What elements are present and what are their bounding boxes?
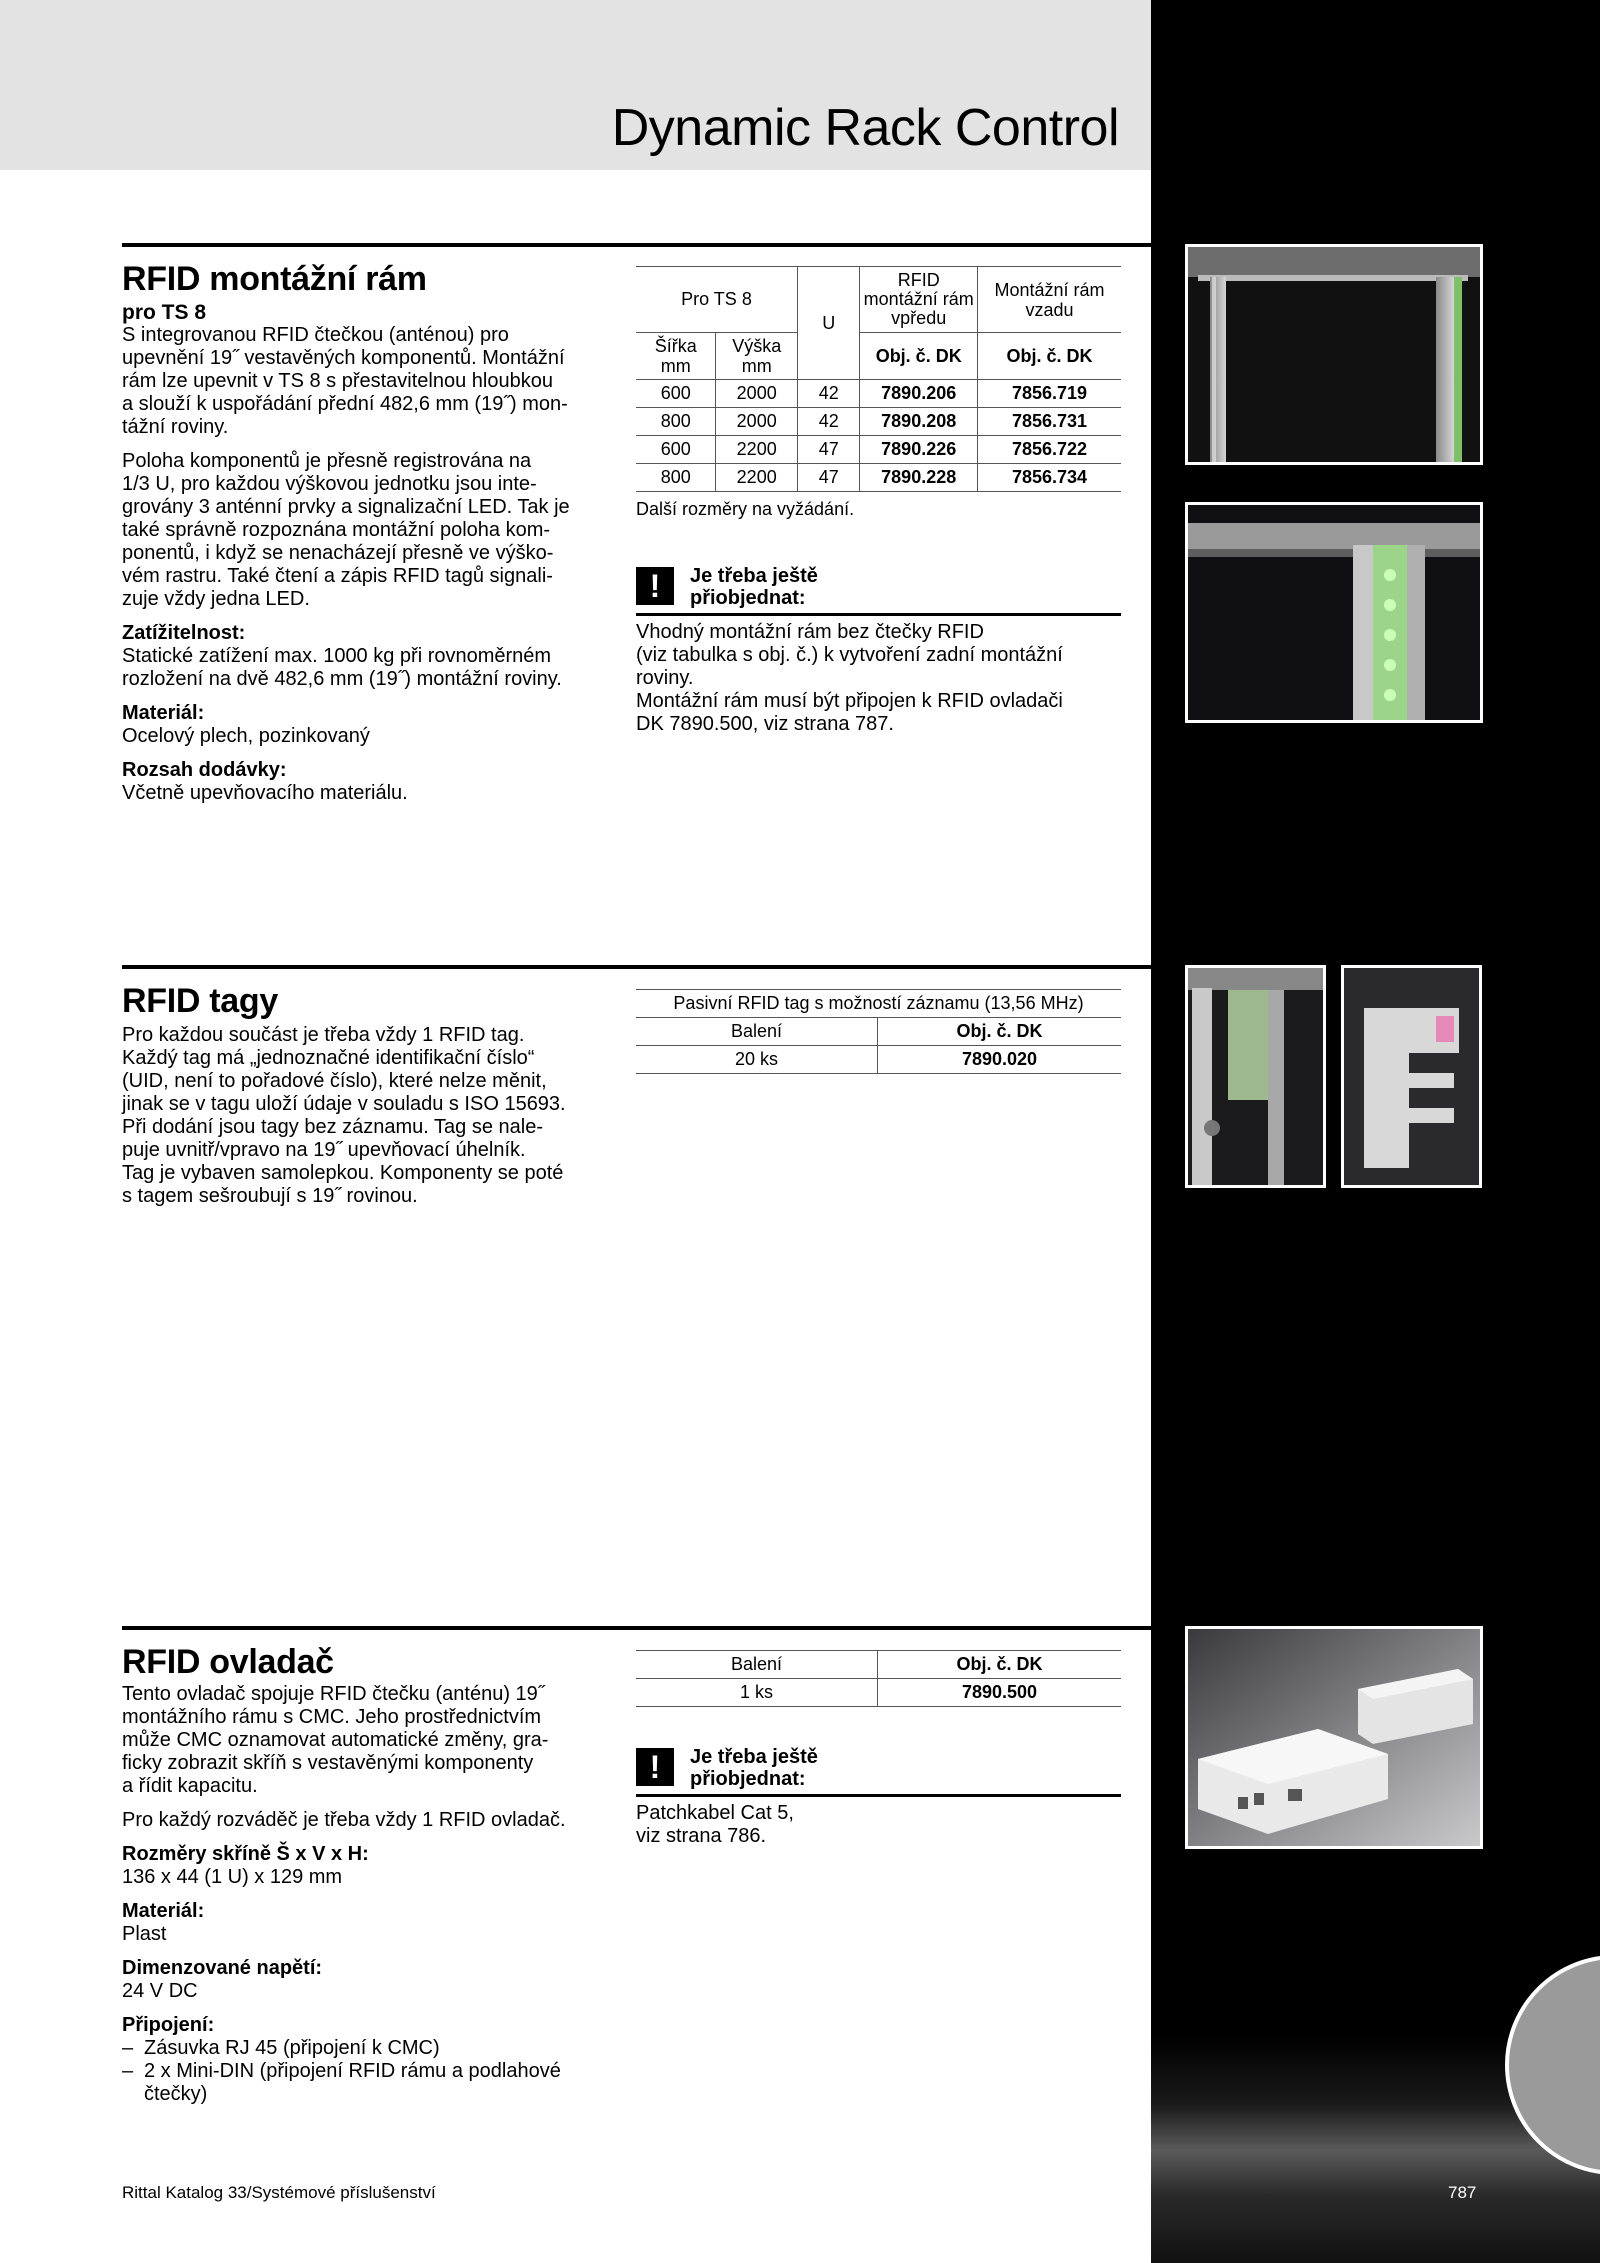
table-cell: 7890.500	[878, 1679, 1122, 1707]
material-label: Materiál:	[122, 702, 205, 724]
text-line: (UID, není to pořadové číslo), které nelze měnit,	[122, 1070, 547, 1092]
dimensions-value: 136 x 44 (1 U) x 129 mm	[122, 1866, 343, 1888]
table-caption-row	[636, 990, 1121, 1018]
table-cell: 42	[797, 408, 859, 436]
text-line: může CMC oznamovat automatické změny, gra-	[122, 1729, 549, 1751]
table-cell: 600	[636, 380, 716, 408]
text-line: viz strana 786.	[636, 1825, 767, 1847]
material-value: Plast	[122, 1923, 167, 1945]
text-line: ficky zobrazit skříň s vestavěnými komponenty	[122, 1752, 534, 1774]
notice-title	[690, 565, 818, 609]
text-line: Tento ovladač spojuje RFID čtečku (anténu) 19˝	[122, 1683, 545, 1705]
text-line: Každý tag má „jednoznačné identifikační číslo“	[122, 1047, 535, 1069]
text-line: grovány 3 anténní prvky a signalizační LED. Tak je	[122, 496, 570, 518]
section-rule	[122, 1626, 1151, 1630]
page-title: Dynamic Rack Control	[611, 99, 1119, 157]
footer-catalog: Rittal Katalog 33/Systémové příslušenství	[122, 2183, 436, 2202]
frame-order-table	[636, 266, 1121, 492]
section-title-rfid-controller: RFID ovladač	[122, 1643, 334, 1681]
section1-description	[122, 301, 602, 816]
section-rule	[122, 243, 1151, 247]
table-cell: 7890.206	[860, 380, 978, 408]
table-cell: 2200	[716, 436, 798, 464]
text-line: také správně rozpoznána montážní poloha kom-	[122, 519, 551, 541]
section-title-rfid-frame: RFID montážní rám	[122, 260, 427, 298]
text-line: 2 x Mini-DIN (připojení RFID rámu a podlahové	[144, 2060, 561, 2082]
text-line: RFID	[897, 270, 940, 290]
text-line: vpředu	[891, 308, 947, 328]
paragraph	[122, 324, 602, 439]
load-value	[122, 645, 602, 691]
text-line: Poloha komponentů je přesně registrována na	[122, 450, 532, 472]
list-dash: –	[122, 2060, 134, 2082]
rack-frame-photo	[1185, 244, 1483, 465]
text-line: puje uvnitř/vpravo na 19˝ upevňovací úhelník.	[122, 1139, 526, 1161]
notice-body	[636, 1802, 1121, 1848]
table-cell: 7856.719	[977, 380, 1121, 408]
table-row	[636, 1679, 1121, 1707]
table-cell: 1 ks	[636, 1679, 878, 1707]
tag-mounting-photo	[1185, 965, 1326, 1188]
list-item	[122, 2060, 602, 2106]
table-cell: 7856.731	[977, 408, 1121, 436]
load-label: Zatížitelnost:	[122, 622, 246, 644]
text-line: a řídit kapacitu.	[122, 1775, 258, 1797]
list-dash: –	[122, 2037, 134, 2059]
rack-led-illustration	[1188, 505, 1480, 720]
notice-body	[636, 621, 1121, 736]
text-line: Je třeba ještě	[690, 1746, 818, 1768]
order-also-notice	[636, 567, 1121, 737]
table-header-row	[636, 1018, 1121, 1046]
text-line: montážního rámu s CMC. Jeho prostřednictvím	[122, 1706, 542, 1728]
section-title-rfid-tags: RFID tagy	[122, 982, 278, 1020]
paragraph	[122, 1024, 602, 1208]
notice-rule	[636, 1794, 1121, 1797]
text-line: přiobjednat:	[690, 1768, 806, 1790]
table-cell: 47	[797, 436, 859, 464]
rack-frame-illustration	[1188, 247, 1480, 462]
table-cell: 42	[797, 380, 859, 408]
table-row	[636, 1046, 1121, 1074]
table-cell: 7856.722	[977, 436, 1121, 464]
table-row	[636, 408, 1121, 436]
table-header-row	[636, 267, 1121, 333]
controller-photo	[1185, 1626, 1483, 1849]
text-line: Pro každou součást je třeba vždy 1 RFID tag.	[122, 1024, 525, 1046]
controller-box-illustration	[1188, 1629, 1480, 1846]
column-header	[636, 333, 716, 380]
delivery-label: Rozsah dodávky:	[122, 759, 287, 781]
text-line: vém rastru. Také čtení a zápis RFID tagů signali-	[122, 565, 553, 587]
section-rule	[122, 965, 1151, 969]
column-header	[977, 267, 1121, 333]
list-item	[122, 2037, 602, 2060]
text-line: rozložení na dvě 482,6 mm (19˝) montážní roviny.	[122, 668, 562, 690]
column-header: Obj. č. DK	[878, 1018, 1122, 1046]
column-header: Balení	[636, 1018, 878, 1046]
column-header	[716, 333, 798, 380]
table-row	[636, 380, 1121, 408]
voltage-label: Dimenzované napětí:	[122, 1957, 323, 1979]
tag-mounting-illustration	[1188, 968, 1323, 1185]
order-also-notice	[636, 1748, 1121, 1858]
text-line: rám lze upevnit v TS 8 s přestavitelnou hloubkou	[122, 370, 553, 392]
text-line: ponentů, i když se nenacházejí přesně ve výško-	[122, 542, 554, 564]
paragraph	[122, 450, 602, 611]
table-cell: 2200	[716, 464, 798, 492]
text-line: Montážní rám	[994, 279, 1105, 300]
text-line: přiobjednat:	[690, 587, 806, 609]
text-line: S integrovanou RFID čtečkou (anténou) pro	[122, 324, 509, 346]
notice-title	[690, 1746, 818, 1790]
rfid-tag-photo	[1341, 965, 1482, 1188]
text-line: tážní roviny.	[122, 416, 229, 438]
text-line: Montážní rám musí být připojen k RFID ovladači	[636, 690, 1063, 712]
text-line: DK 7890.500, viz strana 787.	[636, 713, 894, 735]
table-cell: 800	[636, 464, 716, 492]
section3-description	[122, 1683, 602, 2106]
text-line: mm	[741, 356, 772, 376]
table-caption: Pasivní RFID tag s možností záznamu (13,56 MHz)	[636, 990, 1121, 1018]
section2-description	[122, 1024, 602, 1219]
table-note: Další rozměry na vyžádání.	[636, 499, 855, 519]
text-line: montážní rám	[863, 289, 974, 309]
table-cell: 20 ks	[636, 1046, 878, 1074]
connection-label: Připojení:	[122, 2014, 215, 2036]
text-line: s tagem sešroubují s 19˝ rovinou.	[122, 1185, 418, 1207]
table-cell: 7890.208	[860, 408, 978, 436]
tag-order-table	[636, 989, 1121, 1074]
table-header-row	[636, 333, 1121, 380]
table-cell: 7890.228	[860, 464, 978, 492]
table-cell: 600	[636, 436, 716, 464]
column-header: Balení	[636, 1651, 878, 1679]
text-line: zuje vždy jedna LED.	[122, 588, 310, 610]
text-line: Je třeba ještě	[690, 565, 818, 587]
notice-rule	[636, 613, 1121, 616]
text-line: Statické zatížení max. 1000 kg při rovnoměrném	[122, 645, 552, 667]
controller-order-table	[636, 1650, 1121, 1707]
column-header	[860, 267, 978, 333]
paragraph	[122, 1683, 602, 1798]
text-line: Výška	[732, 336, 782, 356]
text-line: a slouží k uspořádání přední 482,6 mm (19˝) mon-	[122, 393, 568, 415]
text-line: Vhodný montážní rám bez čtečky RFID	[636, 621, 984, 643]
table-cell: 2000	[716, 408, 798, 436]
exclamation-icon: !	[636, 1748, 674, 1786]
column-header: Obj. č. DK	[860, 333, 978, 380]
tag-bracket-illustration	[1344, 968, 1479, 1185]
text-line: mm	[660, 356, 691, 376]
table-header-row	[636, 1651, 1121, 1679]
column-header: Pro TS 8	[636, 267, 797, 333]
column-header: Obj. č. DK	[878, 1651, 1122, 1679]
table-row	[636, 436, 1121, 464]
paragraph: Pro každý rozváděč je třeba vždy 1 RFID ovladač.	[122, 1809, 566, 1831]
text-line: Zásuvka RJ 45 (připojení k CMC)	[144, 2037, 440, 2059]
page-number: 787	[1448, 2183, 1477, 2202]
column-header: U	[797, 267, 859, 380]
material-label: Materiál:	[122, 1900, 205, 1922]
table-cell: 7890.226	[860, 436, 978, 464]
material-value: Ocelový plech, pozinkovaný	[122, 725, 370, 747]
text-line: Šířka	[654, 336, 697, 356]
rack-frame-detail-photo	[1185, 502, 1483, 723]
text-line: 1/3 U, pro každou výškovou jednotku jsou inte-	[122, 473, 537, 495]
delivery-value: Včetně upevňovacího materiálu.	[122, 782, 408, 804]
text-line: (viz tabulka s obj. č.) k vytvoření zadní montážní	[636, 644, 1063, 666]
text-line: vzadu	[1025, 299, 1074, 320]
dimensions-label: Rozměry skříně Š x V x H:	[122, 1843, 369, 1865]
table-row	[636, 464, 1121, 492]
table-cell: 2000	[716, 380, 798, 408]
text-line: upevnění 19˝ vestavěných komponentů. Montážní	[122, 347, 565, 369]
subtitle: pro TS 8	[122, 301, 207, 324]
table-cell: 7890.020	[878, 1046, 1122, 1074]
table-cell: 800	[636, 408, 716, 436]
column-header: Obj. č. DK	[977, 333, 1121, 380]
text-line: roviny.	[636, 667, 694, 689]
text-line: Tag je vybaven samolepkou. Komponenty se poté	[122, 1162, 564, 1184]
table-cell: 7856.734	[977, 464, 1121, 492]
voltage-value: 24 V DC	[122, 1980, 198, 2002]
exclamation-icon: !	[636, 567, 674, 605]
text-line: Patchkabel Cat 5,	[636, 1802, 794, 1824]
text-line: Při dodání jsou tagy bez záznamu. Tag se nale-	[122, 1116, 543, 1138]
text-line: čtečky)	[144, 2083, 208, 2105]
text-line: jinak se v tagu uloží údaje v souladu s ISO 15693.	[122, 1093, 566, 1115]
list-item-text	[144, 2060, 561, 2106]
table-cell: 47	[797, 464, 859, 492]
